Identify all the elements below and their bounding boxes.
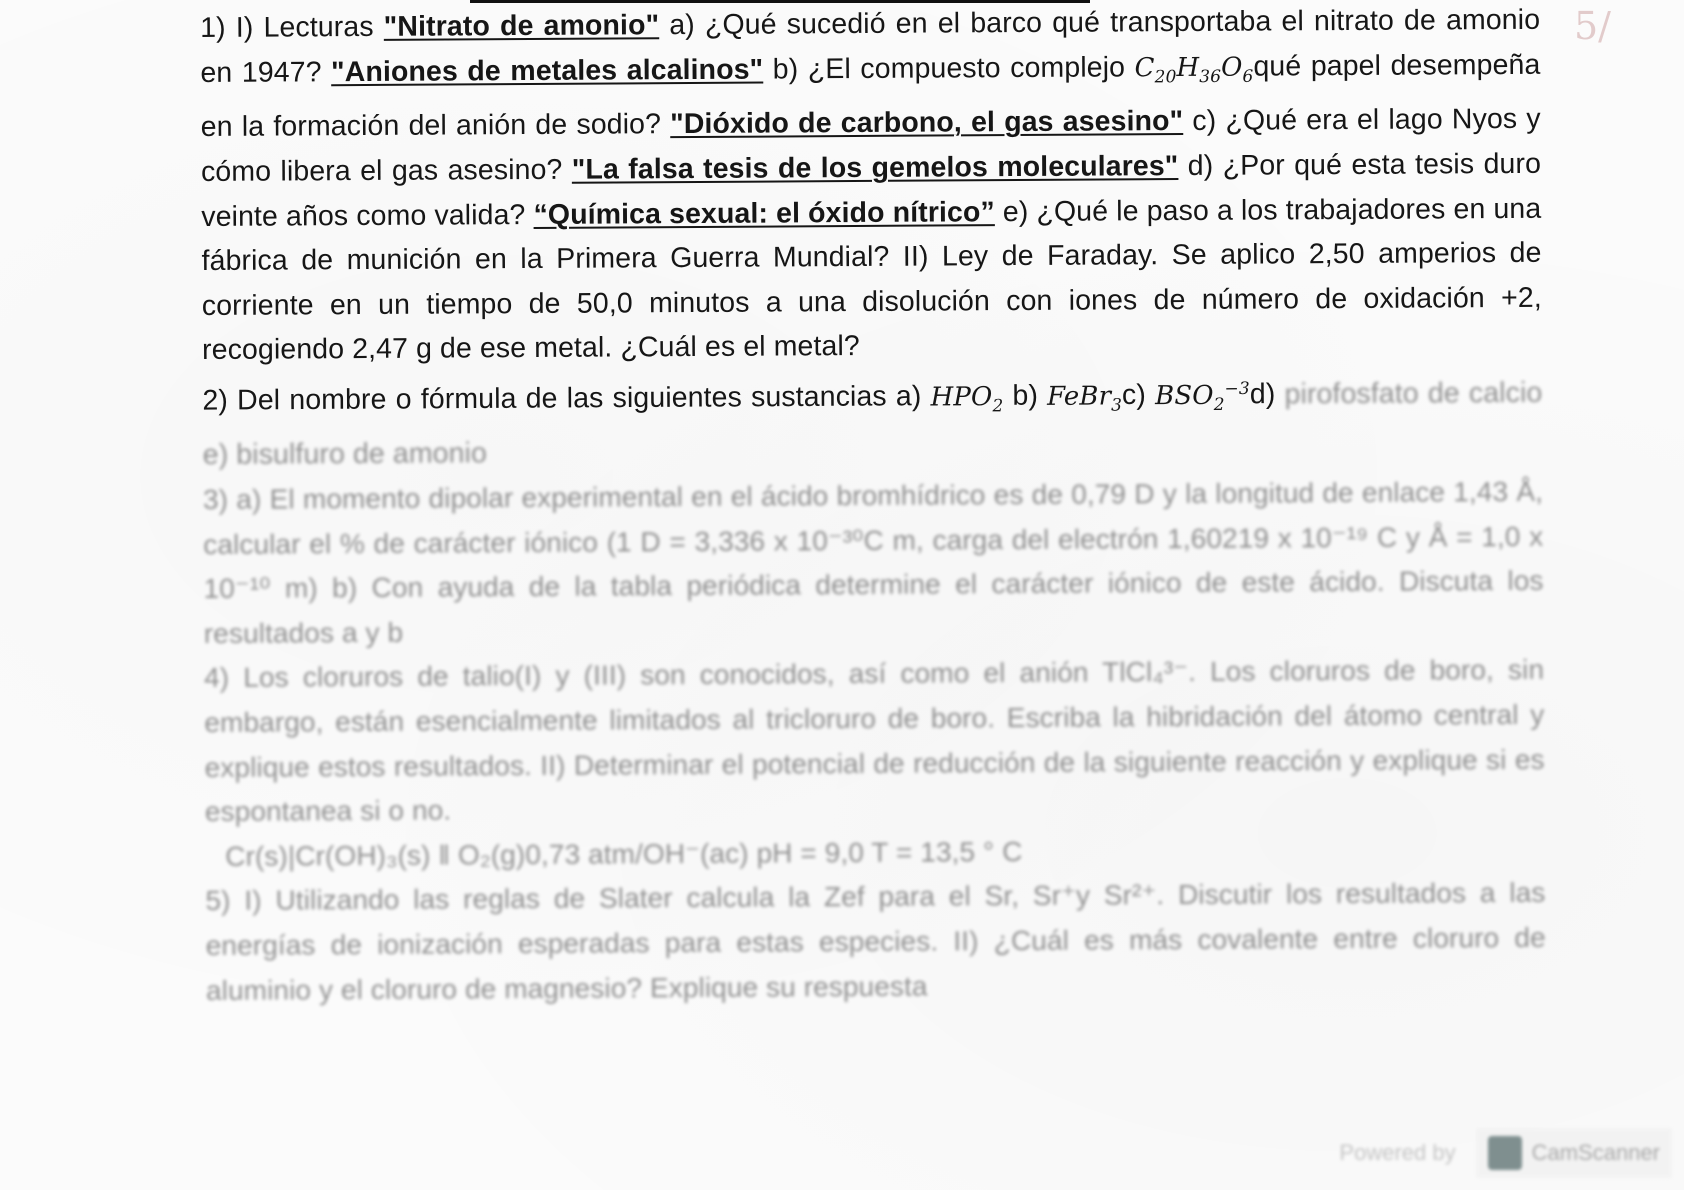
q2-label-b: b) [1003,379,1048,412]
q1-title-nitrato: "Nitrato de amonio" [383,9,660,43]
q1-title-gemelos: "La falsa tesis de los gemelos moleculares" [571,149,1179,186]
q1-title-dioxido: "Dióxido de carbono, el gas asesino" [670,105,1184,141]
q2-formula-c: $BSO_2^{-3}$ [1155,378,1250,415]
question-4-formula: Cr(s)|Cr(OH)₃(s) ‖ O₂(g)0,73 atm/OH⁻(ac) pH = 9,0 T = 13,5 ° C [225,835,1023,872]
camscanner-logo-icon [1488,1136,1522,1170]
question-2 [202,365,1543,478]
grade-mark: 5/ [1574,4,1611,48]
q2-label-c: c) [1121,378,1156,411]
q2-lead: 2) Del nombre o fórmula de las siguientes sustancias a) [202,380,931,417]
q1-title-aniones: "Aniones de metales alcalinos" [331,53,764,88]
q1-lead: 1) I) Lecturas [200,10,384,44]
camscanner-badge [1476,1128,1672,1178]
question-5: 5) I) Utilizando las reglas de Slater calcula la Zef para el Sr, Sr⁺y Sr²⁺. Discutir los resultados a las energías de ionización esperadas para estas especies. II) ¿Cuál es más covalente entre cloruro de aluminio y el cloruro de magnesio? Explique su respuesta [205,877,1546,1006]
q1-part-a: a) ¿Qué sucedió en el barco qué transportaba el nitrato de amonio en 1947? [200,3,1541,89]
camscanner-label: CamScanner [1531,1140,1660,1165]
powered-by-label: Powered by [1339,1140,1456,1165]
q1-part-b: b) ¿El compuesto complejo [763,50,1135,86]
q2-label-d: d) [1249,378,1276,411]
scanner-watermark [1339,1128,1672,1178]
question-4: 4) Los cloruros de talio(I) y (III) son conocidos, así como el anión TlCl₄³⁻. Los cloruros de boro, sin embargo, están esencialmente limitados al tricloruro de boro. Escriba la hibridación del átomo central y explique estos resultados. II) Determinar el potencial de reducción de la siguiente reacción y explique si es espontanea si o no. [204,654,1545,828]
q2-tail: pirofosfato de calcio e) bisulfuro de amonio [202,376,1543,472]
q1-title-quimica: “Química sexual: el óxido nítrico” [533,195,995,231]
q2-formula-b: FeBr$_3$ [1047,381,1123,416]
question-1 [200,0,1542,373]
exam-text [200,0,1546,1013]
q1-part-b-cont: qué papel desempeña en la formación del anión de sodio? [200,48,1541,144]
q1-part-e: e) ¿Qué le paso a los trabajadores en una fábrica de munición en la Primera Guerra Mundial? II) Ley de Faraday. Se aplico 2,50 amperios de corriente en un tiempo de 50,0 minutos a una disolución con iones de número de oxidación +2, recogiendo 2,47 g de ese metal. ¿Cuál es el metal? [201,192,1542,367]
q1-part-d: d) ¿Por qué esta tesis duro veinte años como valida? [201,147,1542,233]
faded-questions [203,470,1546,1013]
q2-formula-a: $HPO_2$ [930,381,1004,416]
q1-formula: $C_{20}H_{36}O_6$ [1134,52,1254,87]
question-3: 3) a) El momento dipolar experimental en el ácido bromhídrico es de 0,79 D y la longitud de enlace 1,43 Å, calcular el % de carácter iónico (1 D = 3,336 x 10⁻³⁰C m, carga del electrón 1,60219 x 10⁻¹⁹ C y Å = 1,0 x 10⁻¹⁰ m) b) Con ayuda de la tabla periódica determine el carácter iónico de este ácido. Discuta los resultados a y b [202,475,1544,649]
q1-part-c: c) ¿Qué era el lago Nyos y cómo libera el gas asesino? [200,103,1541,188]
